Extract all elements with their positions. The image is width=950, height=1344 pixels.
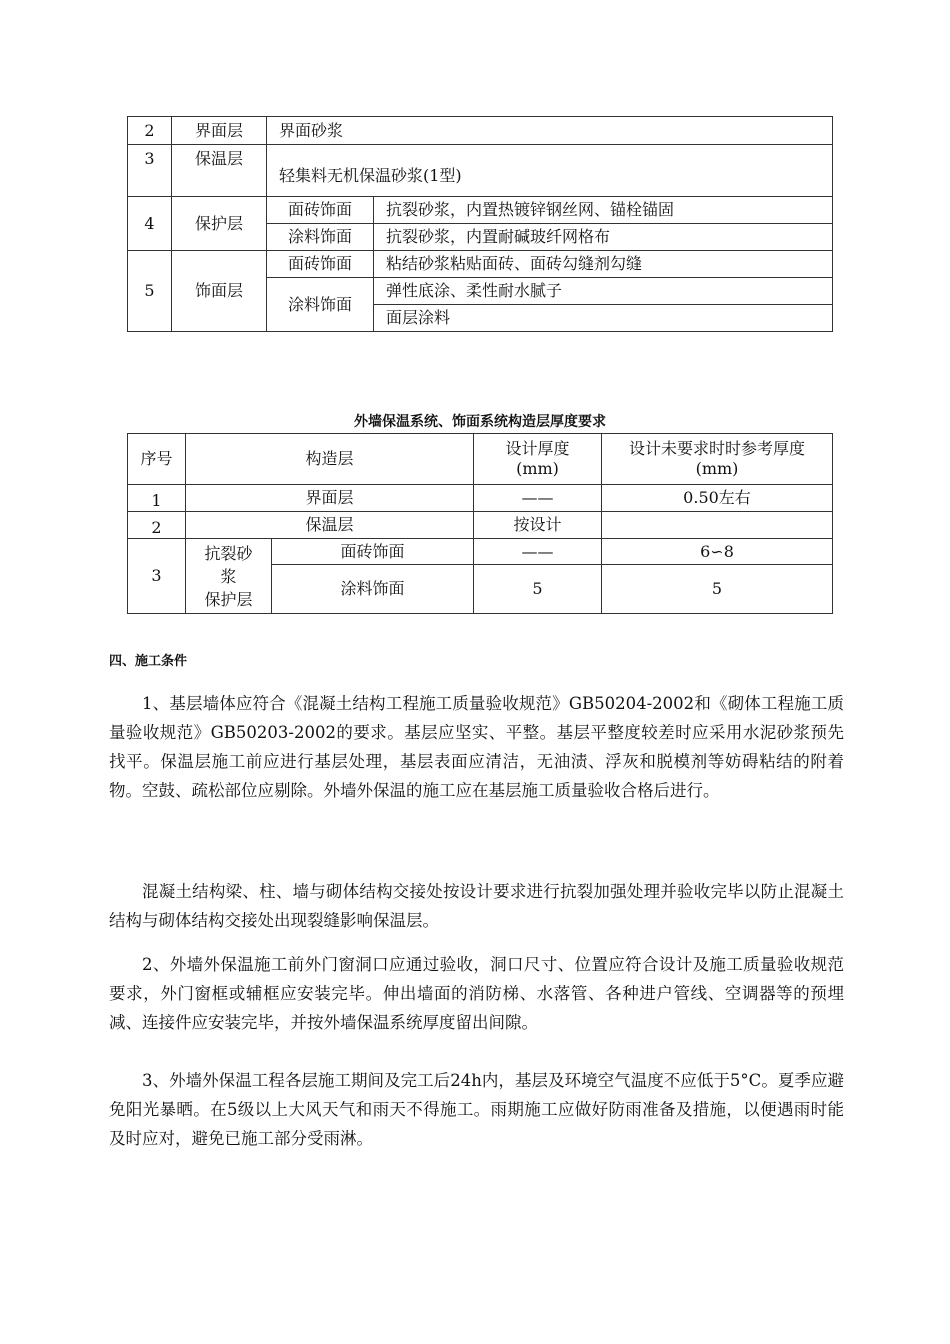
table-row: [128, 145, 833, 197]
design-thickness: 按设计: [474, 512, 602, 539]
row-number: 4: [128, 197, 172, 251]
layer-detail: 粘结砂浆粘贴面砖、面砖勾缝剂勾缝: [374, 251, 833, 278]
design-thickness: 5: [474, 565, 602, 614]
layer-detail: 轻集料无机保温砂浆(1型): [267, 145, 833, 197]
layer-detail: 界面砂浆: [267, 117, 833, 145]
paragraph: 2、外墙外保温施工前外门窗洞口应通过验收，洞口尺寸、位置应符合设计及施工质量验收规范要求，外门窗框或辅框应安装完毕。伸出墙面的消防梯、水落管、各种进户管线、空调器等的预埋减、连接件应安装完毕，并按外墙保温系统厚度留出间隙。: [109, 955, 844, 1032]
thickness-requirements-table: [127, 433, 833, 614]
table-title: 外墙保温系统、饰面系统构造层厚度要求: [354, 414, 606, 430]
reference-thickness: 5: [602, 565, 833, 614]
layer-name: 界面层: [172, 117, 267, 145]
table-row: [128, 512, 833, 539]
reference-thickness: 0.50左右: [602, 485, 833, 512]
table-row: [128, 251, 833, 278]
layer-detail: 面层涂料: [374, 305, 833, 332]
finish-type: 面砖饰面: [267, 251, 374, 278]
header-design-thickness: 设计厚度 (mm): [474, 434, 602, 485]
paragraph: 混凝土结构梁、柱、墙与砌体结构交接处按设计要求进行抗裂加强处理并验收完毕以防止混凝土结构与砌体结构交接处出现裂缝影响保温层。: [109, 882, 844, 930]
table-row: [128, 117, 833, 145]
paragraph: 1、基层墙体应符合《混凝土结构工程施工质量验收规范》GB50204-2002和《砌体工程施工质量验收规范》GB50203-2002的要求。基层应坚实、平整。基层平整度较差时应采用水泥砂浆预先找平。保温层施工前应进行基层处理，基层表面应清洁，无油渍、浮灰和脱模剂等妨碍粘结的附着物。空鼓、疏松部位应剔除。外墙外保温的施工应在基层施工质量验收合格后进行。: [109, 694, 844, 800]
layer-name: 饰面层: [172, 251, 267, 332]
paragraph: 3、外墙外保温工程各层施工期间及完工后24h内，基层及环境空气温度不应低于5°C。夏季应避免阳光暴晒。在5级以上大风天气和雨天不得施工。雨期施工应做好防雨准备及措施，以便遇雨时能及时应对，避免已施工部分受雨淋。: [109, 1071, 844, 1148]
table-header-row: [128, 434, 833, 485]
section-heading: 四、施工条件: [109, 654, 188, 669]
reference-thickness: [602, 512, 833, 539]
layer-name: 保护层: [172, 197, 267, 251]
design-thickness: ——: [474, 539, 602, 565]
finish-type: 涂料饰面: [272, 565, 474, 614]
row-number: 3: [128, 145, 172, 197]
header-no: 序号: [128, 434, 186, 485]
row-number: 5: [128, 251, 172, 332]
layer-detail: 抗裂砂浆，内置耐碱玻纤网格布: [374, 224, 833, 251]
finish-type: 面砖饰面: [272, 539, 474, 565]
row-number: 3: [128, 539, 186, 614]
table-row: [128, 197, 833, 224]
table-row: [128, 539, 833, 565]
finish-type: 涂料饰面: [267, 224, 374, 251]
construction-layers-table: [127, 116, 833, 332]
reference-thickness: 6∽8: [602, 539, 833, 565]
row-number: 1: [128, 485, 186, 512]
layer-name: 保温层: [172, 145, 267, 197]
layer-name: 界面层: [186, 485, 474, 512]
layer-group: 抗裂砂 浆 保护层: [186, 539, 272, 614]
finish-type: 面砖饰面: [267, 197, 374, 224]
design-thickness: ——: [474, 485, 602, 512]
finish-type: 涂料饰面: [267, 278, 374, 332]
header-layer: 构造层: [186, 434, 474, 485]
header-reference-thickness: 设计未要求时时参考厚度 (mm): [602, 434, 833, 485]
layer-detail: 弹性底涂、柔性耐水腻子: [374, 278, 833, 305]
row-number: 2: [128, 512, 186, 539]
row-number: 2: [128, 117, 172, 145]
layer-detail: 抗裂砂浆，内置热镀锌钢丝网、锚栓锚固: [374, 197, 833, 224]
table-row: [128, 485, 833, 512]
layer-name: 保温层: [186, 512, 474, 539]
